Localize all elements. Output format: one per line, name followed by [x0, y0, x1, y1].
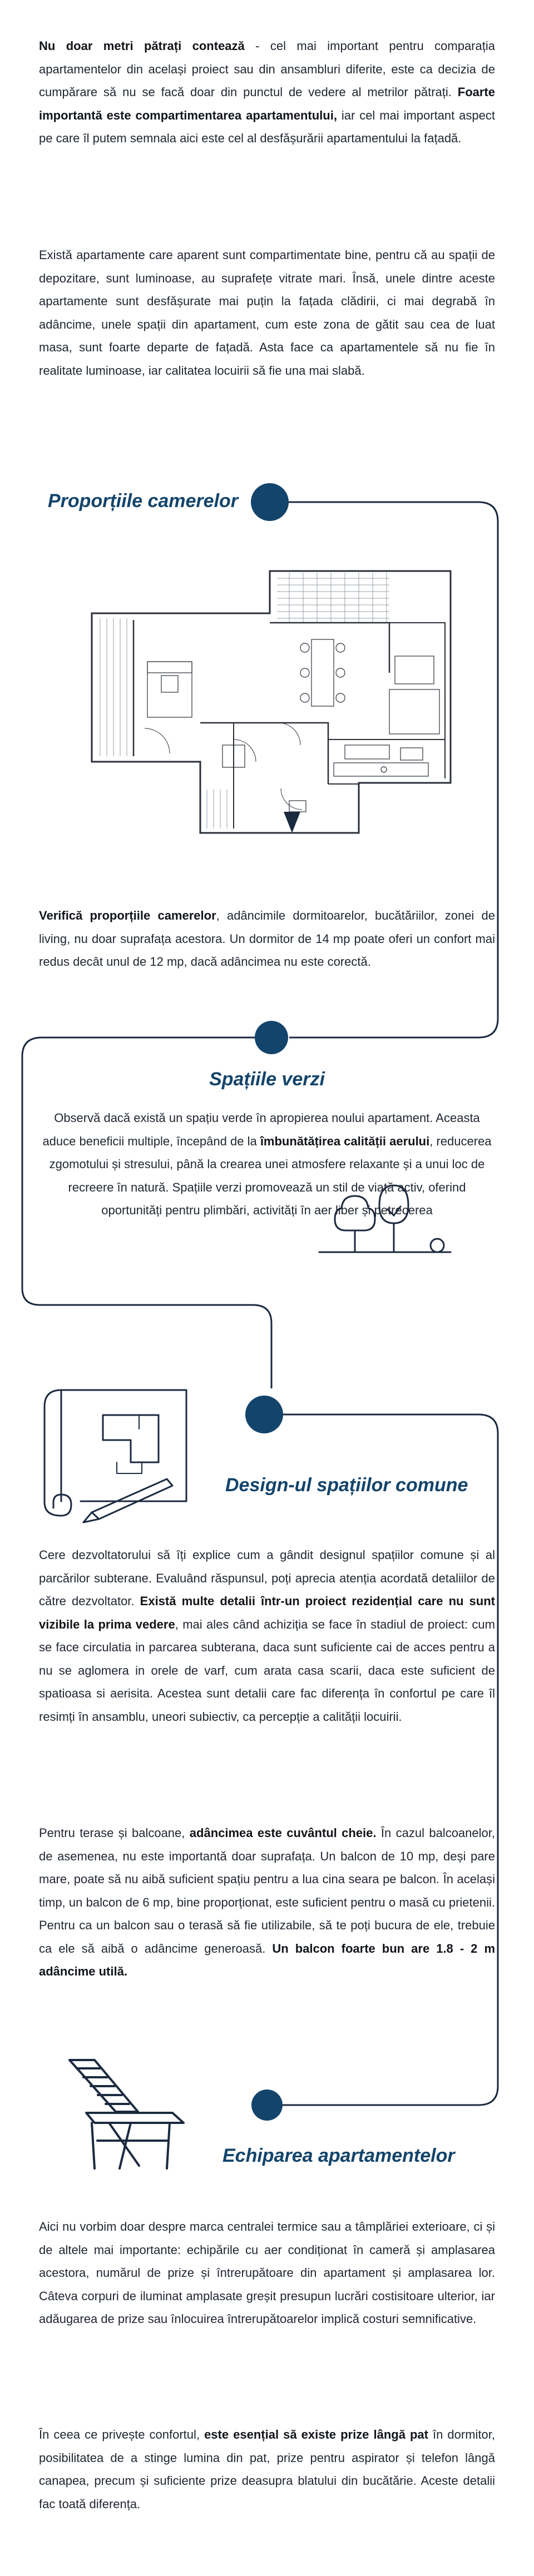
- text: Observă dacă există un spațiu verde în apropierea noului apartament. Aceasta aduce beneficii multiple, începând de la: [42, 1111, 480, 1148]
- text: , reducerea zgomotului și stresului, până la crearea unei atmosfere relaxante și a unui loc de recreere în natură. Spațiile verzi promovează un stil de viață activ, oferind oportunități pentru plimbări, activități în aer liber și petrecerea: [49, 1134, 492, 1217]
- echipare-paragraph-1: Aici nu vorbim doar despre marca centralei termice sau a tâmplăriei exterioare, ci și de altele mai importante: echipările cu aer condiționat în cameră și amplasarea acestora, numărul de prize și întrerupătoare din apartament și amplasarea lor. Câteva corpuri de iluminat amplasate greșit presupun lucrări costisitoare ulterior, iar adăugarea de prize sau înlocuirea întrerupătoarelor implică costuri semnificative.: [39, 2220, 495, 2326]
- text: în dormitor, posibilitatea de a stinge lumina din pat, prize pentru aspirator și telefon lângă canapea, precum și suficiente prize deasupra blatului din bucătărie. Aceste detalii fac toată diferența.: [39, 2428, 496, 2511]
- section-heading-echipare: Echiparea apartamentelor: [222, 2145, 455, 2166]
- text: , adâncimile dormitoarelor, bucătăriilor, zonei de living, nu doar suprafața acestora. Un dormitor de 14 mp poate oferi un confort mai redus decât unul de 12 mp, dacă adâncimea nu este corectă.: [39, 909, 495, 969]
- bold-text: Nu doar metri pătrați contează: [39, 39, 245, 53]
- text: iar cel mai important aspect pe care îl putem semnala aici este cel al desfășurării apartamentului la fațadă.: [39, 108, 495, 145]
- bold-text: este esențial să existe prize lângă pat: [204, 2428, 428, 2441]
- text: - cel mai important pentru comparația apartamentelor din același proiect sau din ansambluri diferite, este ca decizia de cumpărare să nu se facă doar din punctul de vedere al metrilor pătrați.: [39, 39, 495, 99]
- intro-paragraph-1: [39, 34, 495, 150]
- bold-text: Există multe detalii într-un proiect rezidențial care nu sunt vizibile la prima vedere: [39, 1594, 495, 1631]
- bold-text: Un balcon foarte bun are 1.8 - 2 m adâncime utilă.: [39, 1941, 496, 1978]
- blueprint-roll-icon: [44, 1390, 186, 1522]
- echipare-paragraph-2: [39, 2423, 495, 2515]
- timeline-node-icon: [251, 483, 289, 521]
- timeline-node-icon: [245, 1396, 283, 1433]
- comune-paragraph-1: [39, 1543, 495, 1728]
- text: În ceea ce privește confortul,: [39, 2428, 205, 2441]
- text: Cere dezvoltatorului să îți explice cum a gândit designul spațiilor comune și al parcărilor subterane. Evaluând răspunsul, poți aprecia atenția acordată detaliilor de către dezvoltator.: [39, 1548, 495, 1608]
- intro-paragraph-2: Există apartamente care aparent sunt compartimentate bine, pentru că au spații de depozitare, sunt luminoase, au suprafețe vitrate mari. Însă, unele dintre aceste apartamente sunt desfășurate mai puțin la fațada clădirii, ci mai degrabă în adâncime, unele spații din apartament, cum este zona de gătit sau cea de luat masa, sunt foarte departe de fațadă. Asta face ca apartamentele să nu fie în realitate luminoase, iar calitatea locuirii să fie una mai slabă.: [39, 248, 495, 378]
- verzi-paragraph: [39, 1106, 495, 1222]
- bold-text: Verifică proporțiile camerelor: [39, 909, 216, 922]
- section-heading-proportii: Proporțiile camerelor: [48, 490, 239, 512]
- text: În cazul balcoanelor, de asemenea, nu este importantă doar suprafața. Un balcon de 10 mp, deși pare mare, poate să nu aibă suficient spațiu pentru a lua cina seara pe balcon. În același timp, un balcon de 6 mp, bine proporționat, este suficient pentru o masă cu prietenii. Pentru ca un balcon sau o terasă să fie utilizabile, să te poți bucura de ele, trebuie ca ele să aibă o adâncime generoasă.: [39, 1826, 495, 1955]
- timeline-node-icon: [251, 2089, 283, 2121]
- text: , mai ales când achiziția se face în stadiul de proiect: cum se face circulatia in parcarea subterana, daca sunt suficiente cai de acces pentru a nu se aglomera in orele de varf, cum arata casa scarii, daca este suficient de spatioasa si aerisita. Acestea sunt detalii care fac diferența în confortul pe care îl resimți în ansamblu, uneori subiectiv, ca percepție a calității locuirii.: [39, 1617, 495, 1724]
- text: Pentru terase și balcoane,: [39, 1826, 190, 1840]
- timeline-node-icon: [255, 1021, 288, 1054]
- bold-text: Foarte importantă este compartimentarea apartamentului,: [39, 85, 495, 122]
- section-heading-comune: Design-ul spațiilor comune: [225, 1475, 468, 1496]
- bold-text: adâncimea este cuvântul cheie.: [189, 1826, 377, 1840]
- bold-text: îmbunătățirea calității aerului: [260, 1134, 430, 1148]
- comune-paragraph-2: [39, 1821, 495, 1983]
- chair-icon: [70, 2060, 184, 2168]
- floor-plan-icon: [92, 571, 451, 833]
- section-heading-verzi: Spațiile verzi: [209, 1069, 325, 1090]
- proportii-paragraph: [39, 904, 495, 974]
